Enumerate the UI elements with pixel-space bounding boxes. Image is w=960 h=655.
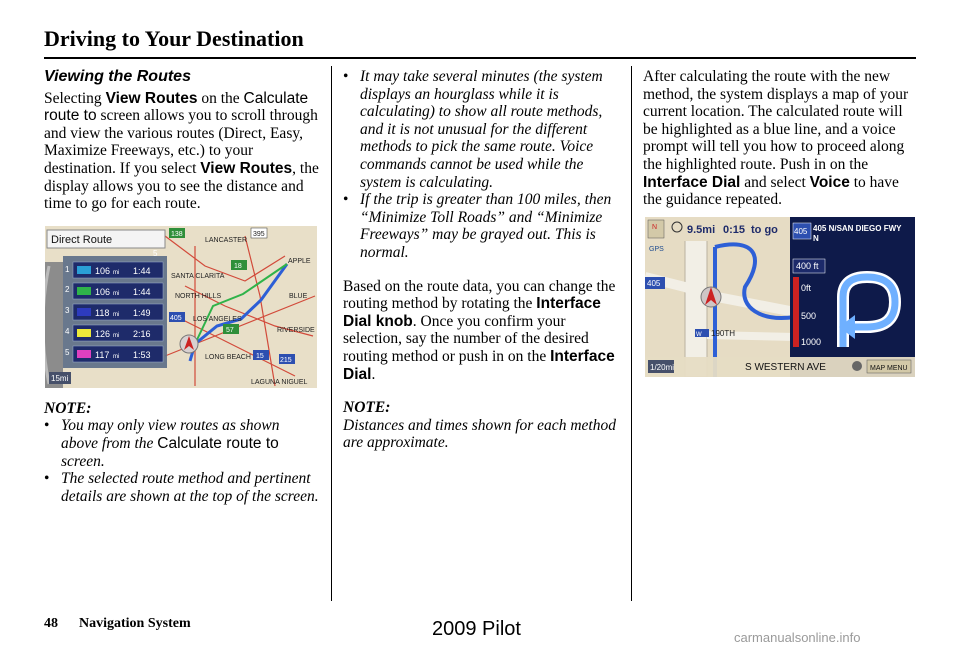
svg-text:1/20mi: 1/20mi xyxy=(650,362,675,372)
column-divider xyxy=(631,66,632,601)
current-street: S WESTERN AVE xyxy=(745,361,826,373)
place-label: LOS ANGELES xyxy=(193,315,242,323)
guidance-screen xyxy=(645,217,915,377)
bar-label: 500 xyxy=(801,310,817,321)
svg-text:18: 18 xyxy=(234,262,242,270)
svg-text:400 ft: 400 ft xyxy=(796,260,819,271)
route-unit: mi xyxy=(113,290,120,297)
note-item: • You may only view routes as shown above from the Calculate route to screen. xyxy=(44,417,319,470)
place-label: APPLE xyxy=(288,257,311,265)
section-heading: Viewing the Routes xyxy=(44,68,191,85)
place-label: BLUE xyxy=(289,292,308,300)
route-unit: mi xyxy=(113,332,120,339)
street-direction-2: N xyxy=(813,233,819,243)
place-label: LANCASTER xyxy=(205,236,248,244)
svg-text:405: 405 xyxy=(170,314,182,322)
route-row[interactable] xyxy=(73,325,163,341)
highway-shield xyxy=(231,260,247,270)
route-time: 1:44 xyxy=(133,286,151,297)
footer-label: Navigation System xyxy=(79,616,191,631)
model-label: 2009 Pilot xyxy=(432,618,521,640)
svg-text:W: W xyxy=(696,331,702,338)
svg-text:MAP MENU: MAP MENU xyxy=(870,364,908,372)
svg-text:215: 215 xyxy=(280,356,292,364)
bar-label: 1000 xyxy=(801,336,822,347)
routing-paragraph: Based on the route data, you can change the routing method by rotating the Interface Dial knob. Once you confirm your selection, say the number of the desired routing method or push in on the Interface Dial. xyxy=(343,277,616,383)
route-panel-title: Direct Route xyxy=(51,233,113,246)
place-label: RIVERSIDE xyxy=(277,326,315,334)
route-distance: 117 xyxy=(95,349,110,360)
svg-text:4: 4 xyxy=(65,326,70,336)
to-go-label: to go xyxy=(751,223,778,236)
note-list xyxy=(44,417,319,505)
svg-text:405: 405 xyxy=(794,226,808,236)
map-menu-button[interactable] xyxy=(867,360,911,373)
distance-bar xyxy=(793,277,799,347)
route-color-swatch xyxy=(77,287,91,295)
note-item: • If the trip is greater than 100 miles, then “Minimize Toll Roads” and “Minimize Freeways” may be grayed out. This is normal. xyxy=(343,191,618,261)
highway-shield xyxy=(169,228,185,238)
column-2 xyxy=(343,68,618,452)
svg-text:1: 1 xyxy=(65,264,70,274)
svg-text:138: 138 xyxy=(171,230,183,238)
street-label xyxy=(695,329,735,338)
place-label: LONG BEACH xyxy=(205,353,251,361)
compass-icon xyxy=(648,220,664,238)
watermark: carmanualsonline.info xyxy=(734,630,861,645)
note-item: • The selected route method and pertinent details are shown at the top of the screen. xyxy=(44,470,319,505)
route-distance: 118 xyxy=(95,307,110,318)
page-title: Driving to Your Destination xyxy=(44,26,304,51)
route-color-swatch xyxy=(77,350,91,358)
street-direction: 405 N/SAN DIEGO FWY xyxy=(813,223,902,233)
time-to-go: 0:15 xyxy=(723,223,746,236)
route-time: 1:44 xyxy=(133,265,151,276)
gps-indicator: GPS xyxy=(649,245,664,253)
column-divider xyxy=(331,66,332,601)
highway-shield xyxy=(223,324,239,334)
svg-text:5: 5 xyxy=(65,347,70,357)
highway-shield xyxy=(251,228,267,238)
route-time: 2:16 xyxy=(133,328,151,339)
place-label: SANTA CLARITA xyxy=(171,272,225,280)
route-distance: 106 xyxy=(95,286,111,297)
route-unit: mi xyxy=(113,311,120,318)
voice-icon xyxy=(852,361,862,371)
svg-text:3: 3 xyxy=(65,305,70,315)
column-1 xyxy=(44,68,319,505)
route-color-swatch xyxy=(77,266,91,274)
route-distance: 106 xyxy=(95,265,111,276)
highway-shield xyxy=(793,223,811,239)
svg-text:N: N xyxy=(652,223,658,231)
distance-to-go: 9.5mi xyxy=(687,223,716,236)
place-label: NORTH HILLS xyxy=(175,292,222,300)
guidance-paragraph: After calculating the route with the new method, the system displays a map of your current location. The calculated route will be highlighted as a blue line, and a voice prompt will tell you how to proceed along the highlighted route. Push in on the Interface Dial and select Voice to have the guidance repeated. xyxy=(643,68,909,209)
route-time: 1:53 xyxy=(133,349,151,360)
column-3 xyxy=(643,68,918,377)
svg-text:15mi: 15mi xyxy=(51,373,69,383)
highway-shield xyxy=(645,277,665,289)
svg-text:395: 395 xyxy=(253,230,265,238)
svg-text:2: 2 xyxy=(65,284,70,294)
route-unit: mi xyxy=(113,269,120,276)
route-row[interactable] xyxy=(73,346,163,362)
note-label: NOTE: xyxy=(343,399,391,417)
note-list xyxy=(343,68,618,262)
place-label: LAGUNA NIGUEL xyxy=(251,378,308,386)
note-text: Distances and times shown for each method are approximate. xyxy=(343,416,616,452)
current-position-icon xyxy=(701,287,721,307)
highway-shield xyxy=(279,354,295,364)
route-unit: mi xyxy=(113,353,120,360)
bar-label: 0ft xyxy=(801,282,812,293)
svg-text:190TH: 190TH xyxy=(711,328,736,338)
route-row[interactable] xyxy=(73,283,163,299)
title-rule xyxy=(44,57,916,59)
svg-text:405: 405 xyxy=(647,278,661,288)
note-label: NOTE: xyxy=(44,399,92,417)
route-time: 1:49 xyxy=(133,307,151,318)
route-row[interactable] xyxy=(73,262,163,278)
route-color-swatch xyxy=(77,308,91,316)
route-list-screen xyxy=(45,226,317,388)
highway-shield xyxy=(169,312,185,322)
page-number: 48 xyxy=(44,616,58,631)
route-row[interactable] xyxy=(73,304,163,320)
route-color-swatch xyxy=(77,329,91,337)
svg-text:57: 57 xyxy=(226,326,234,334)
note-item: • It may take several minutes (the system displays an hourglass while it is calculating) to show all route methods, and it is not unusual for the different methods to pick the same route. Voice commands cannot be used while the system is calculating. xyxy=(343,68,618,191)
route-list-page-indicator: 5 xyxy=(153,248,158,258)
svg-text:15: 15 xyxy=(256,352,264,360)
intro-paragraph: Selecting View Routes on the Calculate route to screen allows you to scroll through and view the various routes (Direct, Easy, Maximize Freeways, etc.) to your destination. If you select View Routes, the display allows you to see the distance and time to go for each route. xyxy=(44,89,319,213)
route-distance: 126 xyxy=(95,328,111,339)
highway-shield xyxy=(253,350,269,360)
